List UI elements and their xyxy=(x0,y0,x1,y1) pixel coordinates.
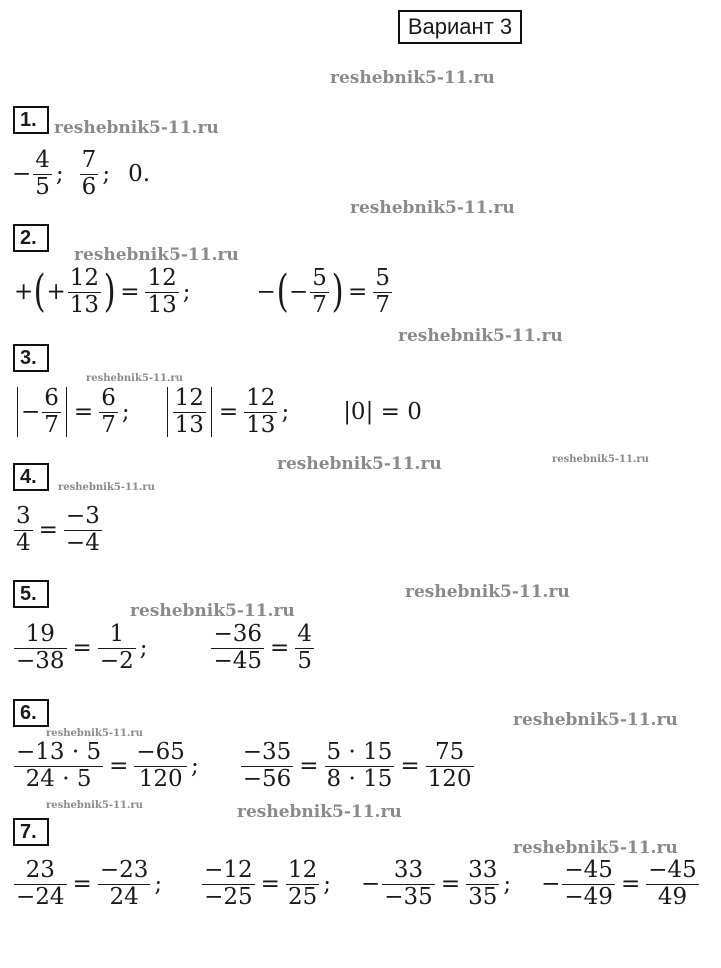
page-title: Вариант 3 xyxy=(398,10,522,44)
task-3-answer: − $\frac{6}{7}$ = $\frac{6}{7}$ ; $\frac{12}{13}$ = $\frac{12}{13}$ ; |0| = 0 xyxy=(14,386,422,439)
fraction: $\frac{5}{7}$ xyxy=(312,265,327,318)
task-number-4: 4. xyxy=(13,463,49,491)
watermark-text: reshebnik5-11.ru xyxy=(330,68,495,88)
fraction: $\frac{4}{5}$ xyxy=(35,147,50,200)
fraction: $\frac{-36}{-45}$ xyxy=(213,621,263,674)
fraction: $\frac{1}{-2}$ xyxy=(99,621,134,674)
fraction: $\frac{12}{13}$ xyxy=(147,265,177,318)
task-number-5: 5. xyxy=(13,580,49,608)
watermark-text: reshebnik5-11.ru xyxy=(513,838,678,858)
fraction: $\frac{7}{6}$ xyxy=(81,147,97,200)
fraction: $\frac{-35}{-56}$ xyxy=(242,739,292,792)
watermark-text: reshebnik5-11.ru xyxy=(46,728,143,739)
fraction: $\frac{5}{7}$ xyxy=(375,265,390,318)
watermark-text: reshebnik5-11.ru xyxy=(46,800,143,811)
task-6-answer: $\frac{-13 \cdot 5}{24 \cdot 5}$ = $\frac{-65}{120}$ ; $\frac{-35}{-56}$ = $\frac{5 \cdot 15}{8 \cdot 15}$ = $\frac{75}{120}$ xyxy=(16,739,472,792)
task-number-1: 1. xyxy=(13,106,49,134)
minus-sign: − xyxy=(12,161,32,188)
fraction: $\frac{12}{13}$ xyxy=(69,265,100,318)
fraction: $\frac{5 \cdot 15}{8 \cdot 15}$ xyxy=(326,739,393,792)
fraction: $\frac{-3}{-4}$ xyxy=(65,503,100,556)
fraction: $\frac{33}{-35}$ xyxy=(384,857,433,910)
task-number-6: 6. xyxy=(13,699,49,727)
fraction: $\frac{4}{5}$ xyxy=(297,621,312,674)
watermark-text: reshebnik5-11.ru xyxy=(74,245,239,265)
watermark-text: reshebnik5-11.ru xyxy=(237,802,402,822)
task-number-3: 3. xyxy=(13,344,49,372)
fraction: $\frac{23}{-24}$ xyxy=(16,857,65,910)
task-number-7: 7. xyxy=(13,818,49,846)
fraction: $\frac{3}{4}$ xyxy=(16,503,31,556)
fraction: $\frac{12}{13}$ xyxy=(246,385,276,438)
fraction: $\frac{-13 \cdot 5}{24 \cdot 5}$ xyxy=(16,739,102,792)
fraction: $\frac{6}{7}$ xyxy=(44,385,59,438)
watermark-text: reshebnik5-11.ru xyxy=(552,454,649,465)
watermark-text: reshebnik5-11.ru xyxy=(58,482,155,493)
fraction: $\frac{-45}{49}$ xyxy=(648,857,697,910)
watermark-text: reshebnik5-11.ru xyxy=(398,326,563,346)
fraction: $\frac{19}{-38}$ xyxy=(16,621,65,674)
watermark-text: reshebnik5-11.ru xyxy=(277,454,442,474)
task-number-2: 2. xyxy=(13,224,49,252)
task-5-answer: $\frac{19}{-38}$ = $\frac{1}{-2}$ ; $\frac{-36}{-45}$ = $\frac{4}{5}$ xyxy=(16,621,312,674)
zero-value: 0. xyxy=(128,161,151,188)
absolute-zero: |0| = 0 xyxy=(343,399,422,426)
fraction: $\frac{12}{25}$ xyxy=(287,857,318,910)
task-7-answer: $\frac{23}{-24}$ = $\frac{-23}{24}$ ; $\frac{-12}{-25}$ = $\frac{12}{25}$ ; − $\frac{33}{-35}$ = $\frac{33}{35}$ ; − $\frac{-45}{-49}$ = $\frac{-45}{49}$ xyxy=(16,857,697,910)
task-4-answer: $\frac{3}{4}$ = $\frac{-3}{-4}$ xyxy=(16,503,100,556)
fraction: $\frac{-65}{120}$ xyxy=(136,739,185,792)
fraction: $\frac{-23}{24}$ xyxy=(99,857,149,910)
fraction: $\frac{12}{13}$ xyxy=(174,385,204,438)
watermark-text: reshebnik5-11.ru xyxy=(513,710,678,730)
watermark-text: reshebnik5-11.ru xyxy=(350,198,515,218)
watermark-text: reshebnik5-11.ru xyxy=(405,582,570,602)
fraction: $\frac{-45}{-49}$ xyxy=(564,857,613,910)
watermark-text: reshebnik5-11.ru xyxy=(130,601,295,621)
watermark-text: reshebnik5-11.ru xyxy=(54,118,219,138)
fraction: $\frac{-12}{-25}$ xyxy=(204,857,253,910)
fraction: $\frac{6}{7}$ xyxy=(101,385,116,438)
task-2-answer: + ( + $\frac{12}{13}$ ) = $\frac{12}{13}$ ; − ( − $\frac{5}{7}$ ) = $\frac{5}{7}$ xyxy=(14,265,390,318)
task-1-answer: − $\frac{4}{5}$ ; $\frac{7}{6}$ ; 0. xyxy=(12,147,151,200)
fraction: $\frac{75}{120}$ xyxy=(427,739,472,792)
watermark-text: reshebnik5-11.ru xyxy=(86,373,183,384)
fraction: $\frac{33}{35}$ xyxy=(468,857,498,910)
